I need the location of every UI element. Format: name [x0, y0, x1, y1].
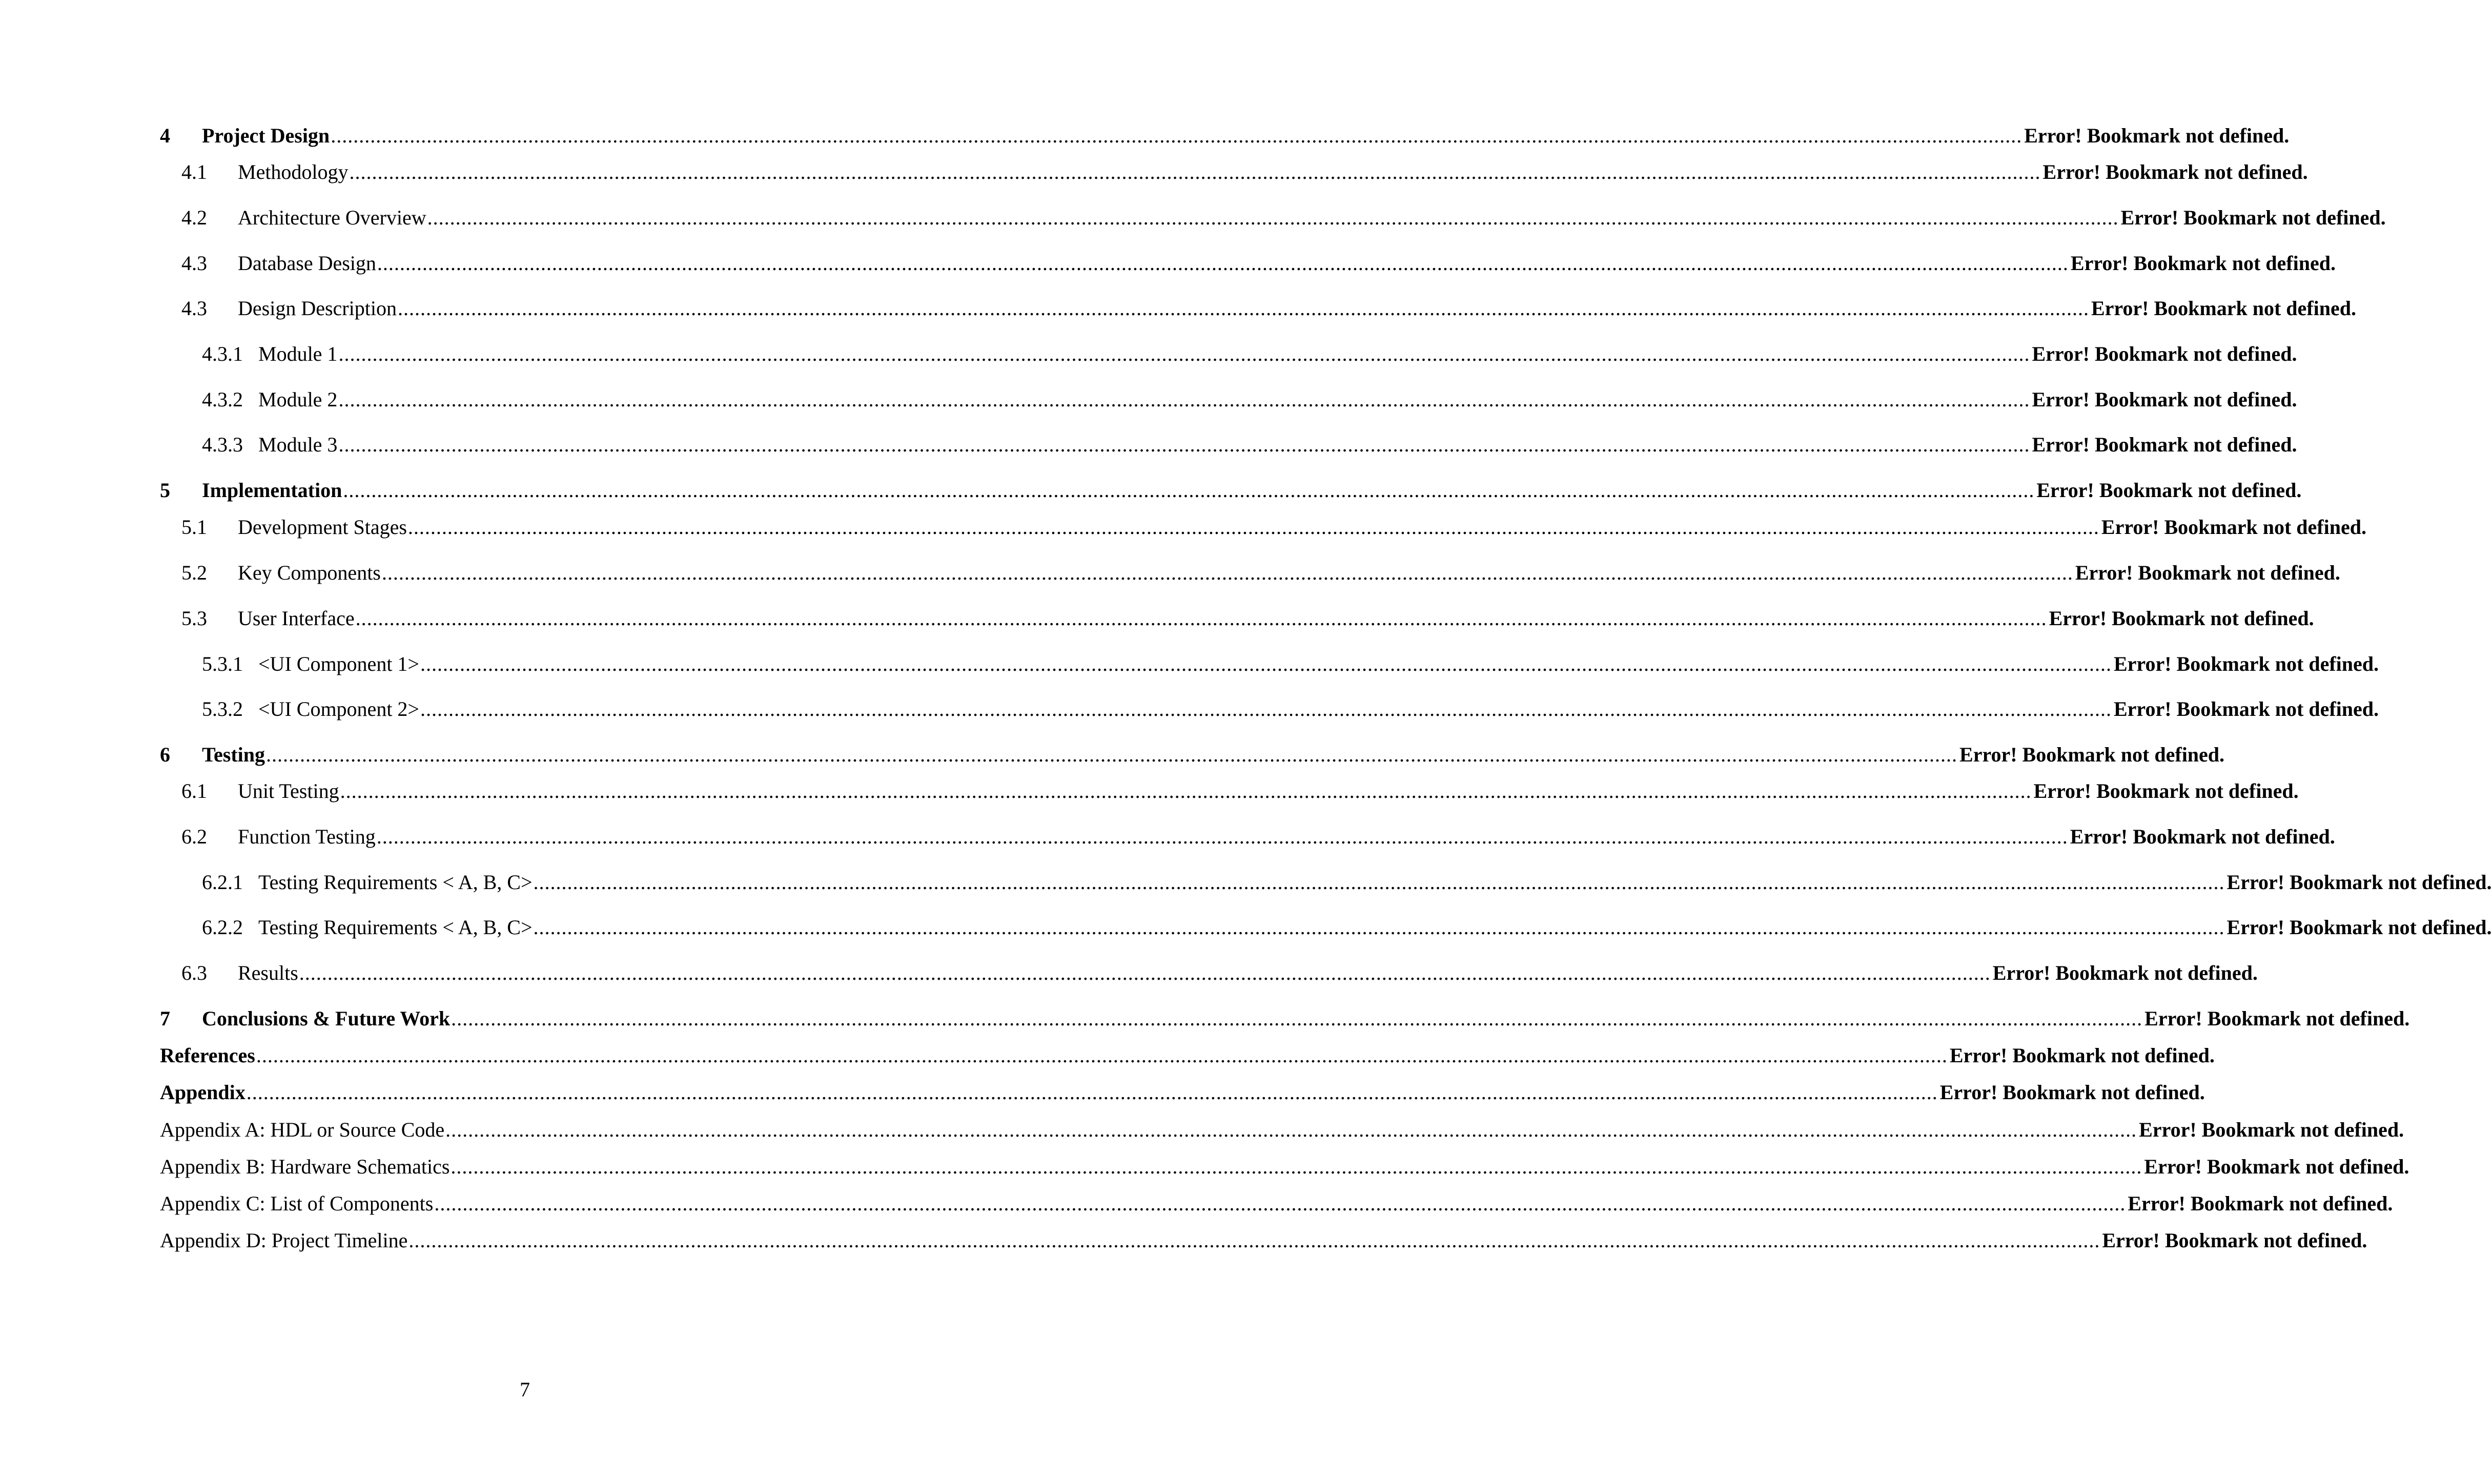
toc-entry-title: Appendix: [160, 1081, 246, 1104]
toc-entry-page-reference: Error! Bookmark not defined.: [2024, 124, 2290, 147]
toc-entry[interactable]: [181, 825, 2335, 848]
toc-entry[interactable]: [160, 1229, 2367, 1252]
toc-entry[interactable]: [181, 206, 2386, 229]
toc-entry-title: Design Description: [238, 297, 397, 320]
toc-entry-number: 4.1: [181, 160, 207, 183]
toc-entry-page-reference: Error! Bookmark not defined.: [2033, 779, 2299, 802]
dot-leader: ............................................................................................................................................................................................................................................................................................................: [427, 206, 2119, 229]
toc-entry-number: 5.3: [181, 607, 207, 630]
dot-leader: ............................................................................................................................................................................................................................................................................................................: [246, 1081, 1938, 1104]
toc-entry-title: Module 3: [258, 433, 338, 456]
toc-entry[interactable]: [181, 561, 2340, 584]
toc-entry[interactable]: [160, 1081, 2205, 1104]
toc-entry[interactable]: [160, 1007, 2410, 1030]
dot-leader: ............................................................................................................................................................................................................................................................................................................: [377, 252, 2069, 275]
toc-entry-page-reference: Error! Bookmark not defined.: [2101, 516, 2366, 539]
toc-entry[interactable]: [160, 1155, 2409, 1178]
toc-entry[interactable]: [202, 697, 2379, 720]
dot-leader: ............................................................................................................................................................................................................................................................................................................: [355, 607, 2047, 630]
toc-entry-number: 6.2.2: [202, 916, 243, 939]
toc-entry[interactable]: [181, 252, 2336, 275]
toc-entry-title: Methodology: [238, 160, 349, 183]
toc-entry-title: Module 2: [258, 388, 338, 411]
toc-entry-title: Implementation: [202, 479, 342, 502]
toc-entry-page-reference: Error! Bookmark not defined.: [2128, 1192, 2393, 1215]
toc-entry-page-reference: Error! Bookmark not defined.: [2070, 825, 2335, 848]
toc-entry-number: 4.3.3: [202, 433, 243, 456]
dot-leader: ............................................................................................................................................................................................................................................................................................................: [451, 1155, 2142, 1178]
toc-entry-number: 6.2.1: [202, 871, 243, 894]
dot-leader: ............................................................................................................................................................................................................................................................................................................: [420, 697, 2112, 720]
toc-entry-title: Testing: [202, 743, 265, 766]
toc-entry-title: Key Components: [238, 561, 381, 584]
toc-entry-page-reference: Error! Bookmark not defined.: [2032, 342, 2297, 365]
toc-entry-page-reference: Error! Bookmark not defined.: [1949, 1044, 2215, 1067]
toc-entry[interactable]: [160, 124, 2290, 147]
toc-entry-number: 6.3: [181, 961, 207, 984]
toc-entry-number: 4: [160, 124, 170, 147]
dot-leader: ............................................................................................................................................................................................................................................................................................................: [343, 479, 2035, 502]
dot-leader: ............................................................................................................................................................................................................................................................................................................: [408, 1229, 2100, 1252]
toc-entry[interactable]: [181, 297, 2356, 320]
dot-leader: ............................................................................................................................................................................................................................................................................................................: [407, 516, 2099, 539]
toc-entry-title: Development Stages: [238, 516, 407, 539]
toc-entry-number: 4.3: [181, 297, 207, 320]
toc-entry-title: Conclusions & Future Work: [202, 1007, 451, 1030]
toc-entry-page-reference: Error! Bookmark not defined.: [2032, 388, 2297, 411]
toc-entry-number: 5.2: [181, 561, 207, 584]
toc-entry-number: 4.2: [181, 206, 207, 229]
toc-entry-page-reference: Error! Bookmark not defined.: [2036, 479, 2302, 502]
toc-entry-title: User Interface: [238, 607, 355, 630]
toc-entry-title: Unit Testing: [238, 779, 339, 802]
toc-entry-title: <UI Component 1>: [258, 652, 419, 675]
toc-entry-page-reference: Error! Bookmark not defined.: [2144, 1007, 2410, 1030]
toc-entry-page-reference: Error! Bookmark not defined.: [2113, 697, 2379, 720]
dot-leader: ............................................................................................................................................................................................................................................................................................................: [299, 961, 1991, 984]
dot-leader: ............................................................................................................................................................................................................................................................................................................: [420, 652, 2112, 675]
toc-entry-title: Appendix A: HDL or Source Code: [160, 1118, 445, 1141]
toc-entry-page-reference: Error! Bookmark not defined.: [2070, 252, 2336, 275]
toc-entry[interactable]: [181, 516, 2366, 539]
toc-entry-number: 4.3: [181, 252, 207, 275]
toc-entry-page-reference: Error! Bookmark not defined.: [2042, 160, 2308, 183]
toc-entry-number: 5.3.2: [202, 697, 243, 720]
dot-leader: ............................................................................................................................................................................................................................................................................................................: [338, 342, 2030, 365]
toc-entry-page-reference: Error! Bookmark not defined.: [2144, 1155, 2409, 1178]
dot-leader: ............................................................................................................................................................................................................................................................................................................: [381, 561, 2073, 584]
toc-entry[interactable]: [160, 479, 2302, 502]
dot-leader: ............................................................................................................................................................................................................................................................................................................: [397, 297, 2089, 320]
toc-entry-page-reference: Error! Bookmark not defined.: [2113, 652, 2379, 675]
toc-entry-page-reference: Error! Bookmark not defined.: [1939, 1081, 2205, 1104]
toc-entry-title: Testing Requirements < A, B, C>: [258, 916, 533, 939]
dot-leader: ............................................................................................................................................................................................................................................................................................................: [338, 388, 2030, 411]
dot-leader: ............................................................................................................................................................................................................................................................................................................: [434, 1192, 2126, 1215]
toc-entry-page-reference: Error! Bookmark not defined.: [2139, 1118, 2404, 1141]
dot-leader: ............................................................................................................................................................................................................................................................................................................: [256, 1044, 1948, 1067]
dot-leader: ............................................................................................................................................................................................................................................................................................................: [349, 160, 2041, 183]
dot-leader: ............................................................................................................................................................................................................................................................................................................: [445, 1118, 2137, 1141]
toc-entry-number: 7: [160, 1007, 170, 1030]
toc-entry-title: Project Design: [202, 124, 330, 147]
toc-entry-page-reference: Error! Bookmark not defined.: [2049, 607, 2314, 630]
dot-leader: ............................................................................................................................................................................................................................................................................................................: [376, 825, 2068, 848]
toc-entry[interactable]: [160, 1118, 2404, 1141]
toc-entry[interactable]: [181, 779, 2299, 802]
toc-entry-page-reference: Error! Bookmark not defined.: [2227, 916, 2492, 939]
toc-entry[interactable]: [160, 1192, 2393, 1215]
toc-entry-page-reference: Error! Bookmark not defined.: [1992, 961, 2258, 984]
toc-entry[interactable]: [202, 342, 2297, 365]
toc-entry[interactable]: [181, 160, 2308, 183]
toc-entry-number: 4.3.2: [202, 388, 243, 411]
toc-entry-title: References: [160, 1044, 255, 1067]
toc-entry-title: Architecture Overview: [238, 206, 426, 229]
dot-leader: ............................................................................................................................................................................................................................................................................................................: [533, 916, 2225, 939]
toc-entry[interactable]: [202, 652, 2379, 675]
toc-entry-number: 5: [160, 479, 170, 502]
toc-entry-number: 6.2: [181, 825, 207, 848]
toc-entry-page-reference: Error! Bookmark not defined.: [2091, 297, 2356, 320]
dot-leader: ............................................................................................................................................................................................................................................................................................................: [533, 871, 2225, 894]
toc-entry-page-reference: Error! Bookmark not defined.: [2227, 871, 2492, 894]
toc-entry-title: Appendix D: Project Timeline: [160, 1229, 408, 1252]
dot-leader: ............................................................................................................................................................................................................................................................................................................: [340, 779, 2032, 802]
toc-entry-title: <UI Component 2>: [258, 697, 419, 720]
toc-entry[interactable]: [202, 433, 2297, 456]
toc-entry-number: 4.3.1: [202, 342, 243, 365]
toc-entry[interactable]: [202, 388, 2297, 411]
toc-entry-page-reference: Error! Bookmark not defined.: [1959, 743, 2225, 766]
toc-entry-page-reference: Error! Bookmark not defined.: [2120, 206, 2386, 229]
toc-entry-title: Results: [238, 961, 298, 984]
toc-entry[interactable]: [160, 743, 2225, 766]
toc-entry[interactable]: [160, 1044, 2215, 1067]
toc-entry-number: 6: [160, 743, 170, 766]
toc-entry-page-reference: Error! Bookmark not defined.: [2075, 561, 2340, 584]
toc-entry-page-reference: Error! Bookmark not defined.: [2032, 433, 2297, 456]
toc-entry-title: Database Design: [238, 252, 376, 275]
dot-leader: ............................................................................................................................................................................................................................................................................................................: [451, 1007, 2143, 1030]
toc-entry-page-reference: Error! Bookmark not defined.: [2102, 1229, 2367, 1252]
toc-entry-title: Testing Requirements < A, B, C>: [258, 871, 533, 894]
toc-entry-number: 5.3.1: [202, 652, 243, 675]
toc-entry[interactable]: [202, 871, 2492, 894]
page-number: 7: [520, 1378, 530, 1401]
dot-leader: ............................................................................................................................................................................................................................................................................................................: [331, 124, 2023, 147]
toc-entry-title: Module 1: [258, 342, 338, 365]
toc-entry-title: Appendix B: Hardware Schematics: [160, 1155, 450, 1178]
toc-entry[interactable]: [202, 916, 2492, 939]
toc-entry-title: Appendix C: List of Components: [160, 1192, 434, 1215]
toc-entry[interactable]: [181, 961, 2258, 984]
dot-leader: ............................................................................................................................................................................................................................................................................................................: [266, 743, 1958, 766]
toc-entry[interactable]: [181, 607, 2314, 630]
toc-entry-number: 6.1: [181, 779, 207, 802]
toc-entry-title: Function Testing: [238, 825, 376, 848]
toc-entry-number: 5.1: [181, 516, 207, 539]
dot-leader: ............................................................................................................................................................................................................................................................................................................: [338, 433, 2030, 456]
